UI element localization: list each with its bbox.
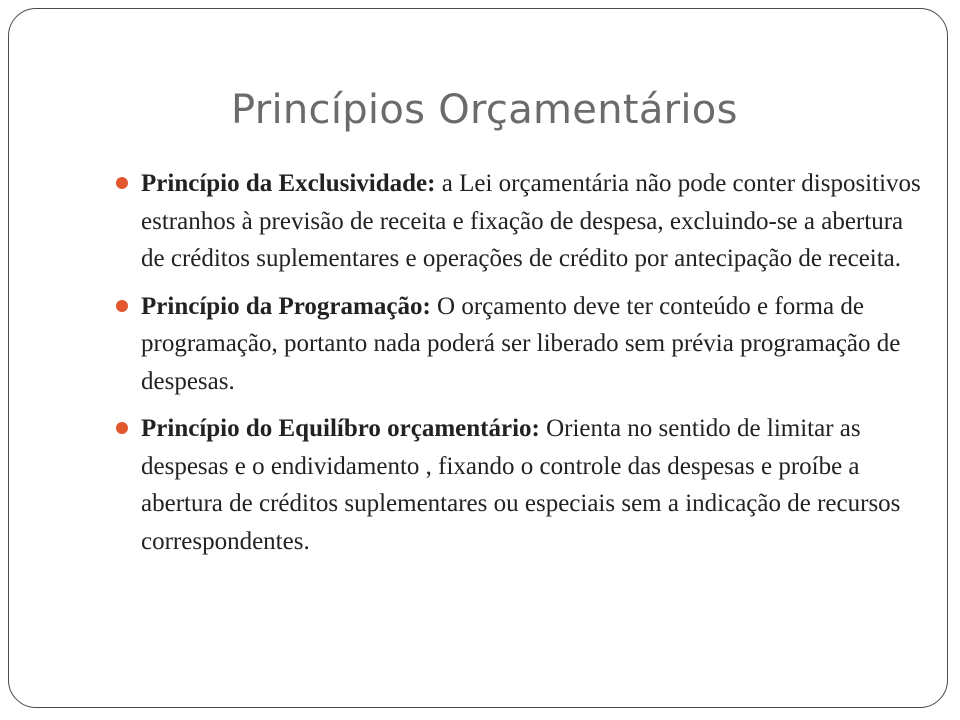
bullet-dot-icon (116, 177, 128, 189)
bullet-dot-icon (116, 422, 128, 434)
bullet-text: O orçamento deve ter conteúdo e forma de programação, portanto nada poderá ser liberado sem prévia programação de despesas. (141, 292, 901, 395)
bullet-dot-icon (116, 300, 128, 312)
bullet-item-programacao (113, 288, 925, 401)
bullet-item-equilibrio (113, 410, 925, 560)
bullet-term: Princípio da Exclusividade: (141, 170, 442, 197)
bullet-list (113, 165, 925, 570)
bullet-text: a Lei orçamentária não pode conter dispositivos estranhos à previsão de receita e fixação de despesa, excluindo-se a abertura de créditos suplementares e operações de crédito por antecipação de receita. (141, 170, 921, 272)
bullet-item-exclusividade (113, 165, 925, 278)
slide-frame (8, 8, 948, 708)
slide-title: Princípios Orçamentários (231, 87, 738, 133)
bullet-term: Princípio da Programação: (141, 292, 438, 320)
bullet-text: Orienta no sentido de limitar as despesas e o endividamento , fixando o controle das despesas e proíbe a abertura de créditos suplementares ou especiais sem a indicação de recursos correspondentes. (141, 415, 901, 555)
bullet-term: Princípio do Equilíbro orçamentário: (141, 415, 547, 442)
